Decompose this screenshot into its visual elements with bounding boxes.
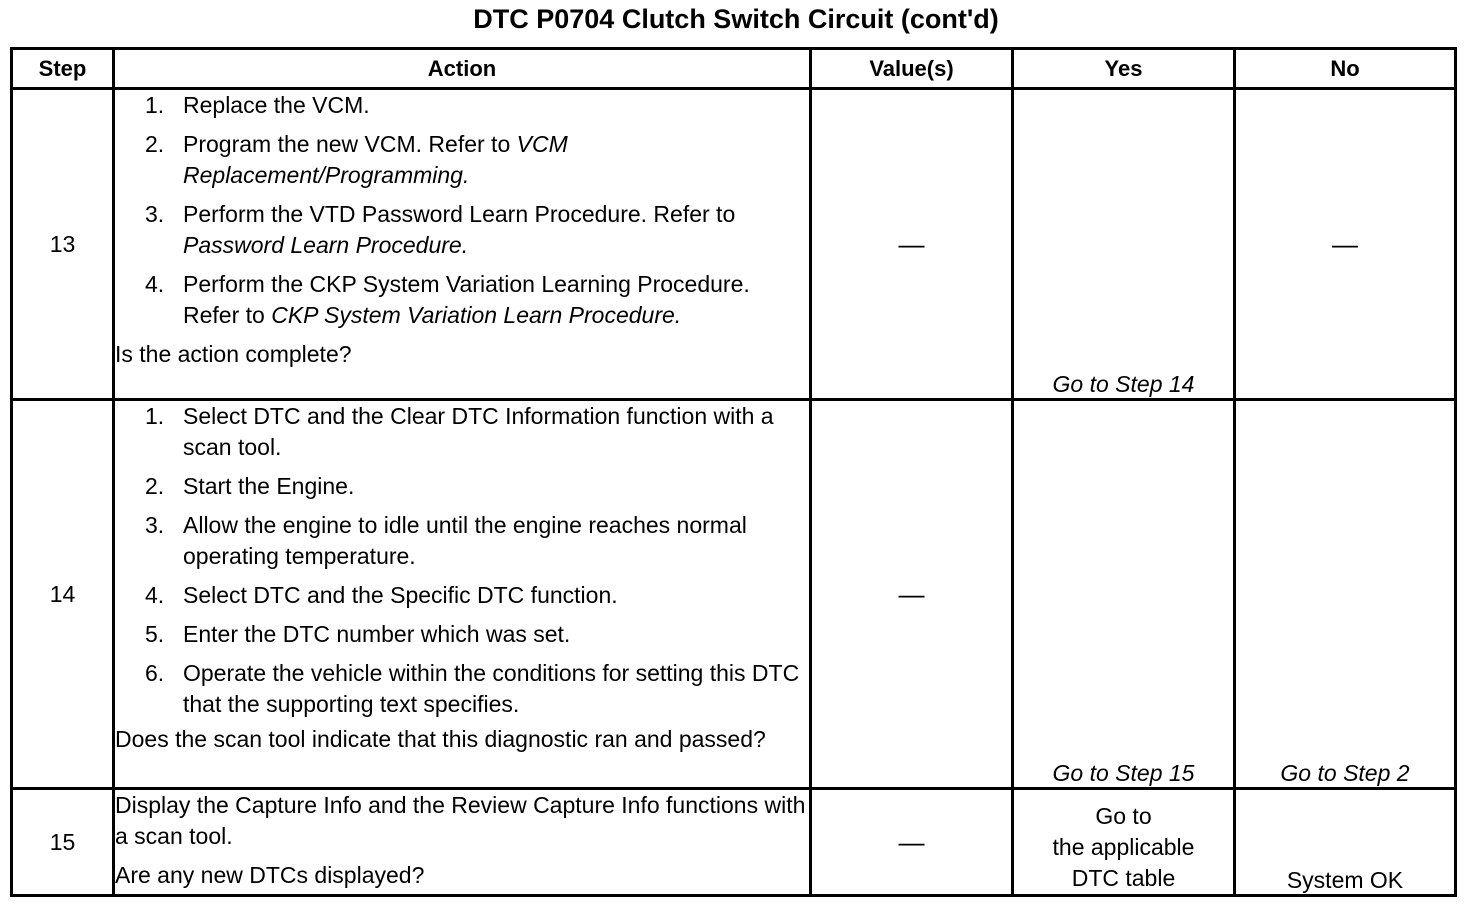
header-action: Action [114,49,811,89]
yes-line: DTC table [1071,865,1176,891]
step-number: 14 [12,400,114,789]
table-row-step-14 [12,400,1456,789]
step-number: 15 [12,789,114,896]
yes-cell: Go to Step 15 [1013,400,1235,789]
header-no: No [1235,49,1456,89]
list-item: 5. Enter the DTC number which was set. [145,621,571,647]
list-item: 1. Select DTC and the Clear DTC Information function with a scan tool. [145,403,774,460]
list-item: 4. Perform the CKP System Variation Learning Procedure. Refer to CKP System Variation Learn Procedure. [145,271,750,328]
no-cell: Go to Step 2 [1235,400,1456,789]
no-cell: — [1235,89,1456,400]
action-cell [114,789,811,896]
yes-line: Go to [1095,803,1152,829]
list-item: 4. Select DTC and the Specific DTC function. [145,582,618,608]
page-title: DTC P0704 Clutch Switch Circuit (cont'd) [473,4,999,34]
action-list [115,401,809,720]
action-cell [114,89,811,400]
action-cell [114,400,811,789]
action-list [115,90,809,331]
action-text: Display the Capture Info and the Review Capture Info functions with a scan tool. [115,792,806,849]
header-yes: Yes [1013,49,1235,89]
action-question: Is the action complete? [115,341,352,367]
value-cell: — [811,400,1013,789]
yes-cell: Go to Step 14 [1013,89,1235,400]
dtc-table [10,47,1457,897]
header-step: Step [12,49,114,89]
yes-line: the applicable [1052,834,1195,860]
no-cell: System OK [1235,789,1456,896]
action-question: Does the scan tool indicate that this diagnostic ran and passed? [115,726,766,752]
step-number: 13 [12,89,114,400]
value-cell: — [811,89,1013,400]
action-question: Are any new DTCs displayed? [115,862,425,888]
yes-cell [1013,789,1235,896]
list-item: 3. Allow the engine to idle until the engine reaches normal operating temperature. [145,512,747,569]
table-row-step-15 [12,789,1456,896]
list-item: 3. Perform the VTD Password Learn Procedure. Refer to Password Learn Procedure. [145,201,736,258]
table-header-row [12,49,1456,89]
table-row-step-13 [12,89,1456,400]
list-item: 2. Program the new VCM. Refer to VCM Replacement/Programming. [145,131,568,188]
list-item: 1. Replace the VCM. [145,92,370,118]
header-values: Value(s) [811,49,1013,89]
list-item: 2. Start the Engine. [145,473,355,499]
list-item: 6. Operate the vehicle within the conditions for setting this DTC that the supporting text specifies. [145,660,800,717]
value-cell: — [811,789,1013,896]
